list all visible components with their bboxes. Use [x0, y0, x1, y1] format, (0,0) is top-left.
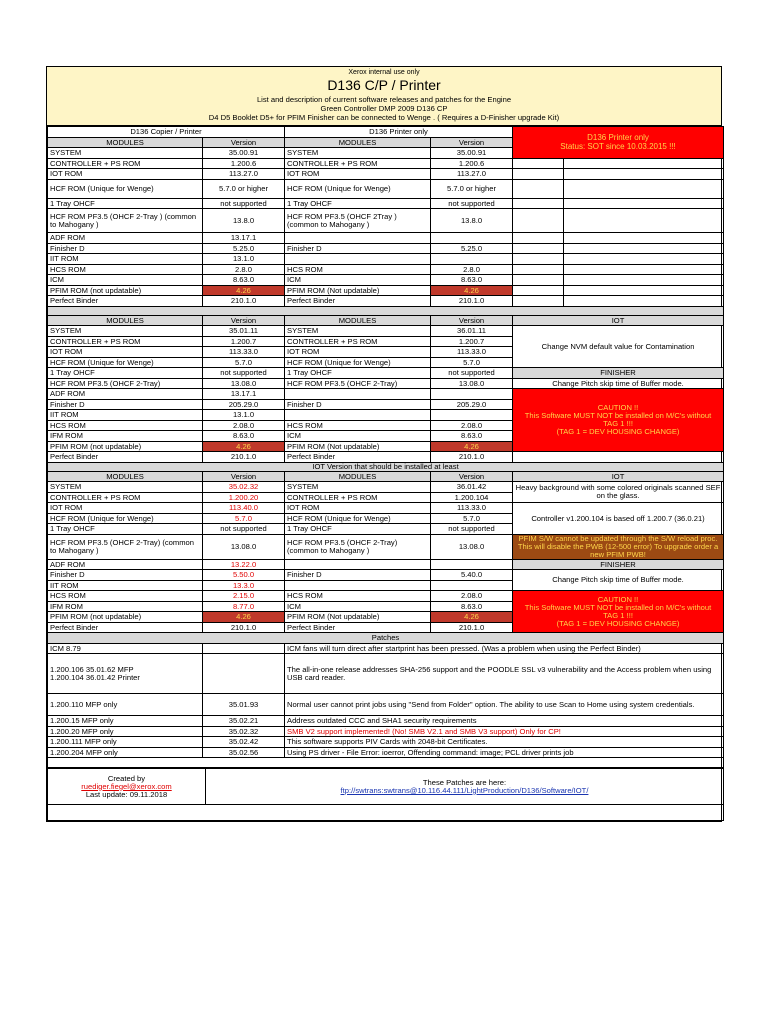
table-row — [48, 264, 724, 275]
empty-cell — [564, 209, 724, 233]
patch-description: This software supports PIV Cards with 2048-bit Certificates. — [285, 737, 724, 748]
last-update-label: Last update: 09.11.2018 — [85, 789, 168, 799]
module-name: 1 Tray OHCF — [285, 198, 431, 209]
module-version: 35.01.11 — [203, 326, 285, 337]
col-modules-header: MODULES — [48, 315, 203, 326]
empty-cell — [564, 233, 724, 244]
empty-cell — [513, 296, 564, 307]
module-name: HCF ROM PF3.5 (OHCF 2-Tray ) (common to Mahogany ) — [48, 209, 203, 233]
module-version: 5.25.0 — [431, 243, 513, 254]
module-name: SYSTEM — [285, 326, 431, 337]
empty-cell — [564, 285, 724, 296]
module-version: 2.15.0 — [203, 591, 285, 602]
footer-blank-row — [48, 805, 724, 821]
module-version: 13.3.0 — [203, 580, 285, 591]
module-version: 5.7.0 or higher — [431, 179, 513, 198]
module-version: 113.40.0 — [203, 503, 285, 514]
module-name: HCS ROM — [285, 420, 431, 431]
module-name: HCF ROM PF3.5 (OHCF 2-Tray) — [285, 378, 431, 389]
module-name: Finisher D — [48, 399, 203, 410]
module-version: 2.8.0 — [203, 264, 285, 275]
module-name: IFM ROM — [48, 431, 203, 442]
controller-note: Controller v1.200.104 is based off 1.200.7 (36.0.21) — [513, 503, 724, 535]
table-row — [48, 243, 724, 254]
module-name: IOT ROM — [285, 503, 431, 514]
empty-cell — [564, 254, 724, 265]
col-version-header: Version — [431, 315, 513, 326]
ftp-link[interactable]: ftp://swtrans:swtrans@10.116.44.111/LightProduction/D136/Software/IOT/ — [340, 785, 589, 795]
header-line-1: List and description of current software releases and patches for the Engine — [256, 95, 512, 105]
module-version: 8.63.0 — [203, 431, 285, 442]
module-name: PFIM ROM (Not updatable) — [285, 441, 431, 452]
module-version: 8.63.0 — [431, 275, 513, 286]
iot-note: Change NVM default value for Contamination — [513, 326, 724, 368]
pfim-warning: PFIM S/W cannot be updated through the S/W reload proc. This will disable the PWB (12-500 error) To upgrade order a new PFIM PWB! — [513, 534, 724, 559]
module-name: 1 Tray OHCF — [48, 198, 203, 209]
patch-location-cell — [206, 769, 724, 805]
module-name: CONTROLLER + PS ROM — [48, 336, 203, 347]
module-version: 5.7.0 — [431, 513, 513, 524]
module-name: 1 Tray OHCF — [48, 368, 203, 379]
module-version: 35.02.32 — [203, 482, 285, 493]
module-name: PFIM ROM (Not updatable) — [285, 612, 431, 623]
module-name: CONTROLLER + PS ROM — [48, 492, 203, 503]
module-name: PFIM ROM (not updatable) — [48, 441, 203, 452]
module-version: 210.1.0 — [431, 622, 513, 633]
module-name — [285, 559, 431, 570]
patch-system-version: 35.02.21 — [203, 716, 285, 727]
module-name: Finisher D — [48, 243, 203, 254]
patch-version: 1.200.106 35.01.62 MFP 1.200.104 36.01.42 Printer — [48, 654, 203, 694]
header-line-2: Green Controller DMP 2009 D136 CP — [320, 104, 448, 114]
module-version: 4.26 — [203, 285, 285, 296]
col-version-header: Version — [431, 471, 513, 482]
empty-cell — [513, 158, 564, 169]
module-name — [285, 580, 431, 591]
module-name: HCF ROM PF3.5 (OHCF 2-Tray) (common to Mahogany ) — [48, 534, 203, 559]
module-name: HCF ROM (Unique for Wenge) — [285, 357, 431, 368]
module-version: 113.27.0 — [203, 169, 285, 180]
module-version: 35.00.91 — [431, 148, 513, 159]
module-version: not supported — [203, 524, 285, 535]
module-version: not supported — [431, 524, 513, 535]
module-version: 13.17.1 — [203, 389, 285, 400]
module-name: ADF ROM — [48, 559, 203, 570]
col-modules-header: MODULES — [48, 137, 203, 148]
module-version: 36.01.11 — [431, 326, 513, 337]
caution-note: CAUTION !! This Software MUST NOT be installed on M/C's without TAG 1 !!! (TAG 1 = DEV HOUSING CHANGE) — [513, 591, 724, 633]
page-title: D136 C/P / Printer — [327, 77, 441, 94]
module-name: Perfect Binder — [285, 296, 431, 307]
module-name: Finisher D — [48, 570, 203, 581]
col-version-header: Version — [203, 137, 285, 148]
table-row — [48, 758, 724, 768]
module-version: 8.63.0 — [203, 275, 285, 286]
table-row — [48, 315, 724, 326]
module-name: HCF ROM (Unique for Wenge) — [48, 179, 203, 198]
module-name: HCF ROM (Unique for Wenge) — [285, 179, 431, 198]
module-version: 5.7.0 or higher — [203, 179, 285, 198]
empty-cell — [564, 275, 724, 286]
module-name: Finisher D — [285, 570, 431, 581]
copier-printer-title: D136 Copier / Printer — [48, 127, 285, 138]
module-name: 1 Tray OHCF — [285, 368, 431, 379]
module-name: HCS ROM — [285, 264, 431, 275]
patches-here-label: These Patches are here: — [422, 777, 507, 787]
module-version: 13.22.0 — [203, 559, 285, 570]
empty-cell — [513, 169, 564, 180]
blank-row — [48, 758, 724, 768]
author-cell — [48, 769, 206, 805]
module-name: ICM — [48, 275, 203, 286]
footer-table — [47, 768, 724, 821]
module-name: HCF ROM PF3.5 (OHCF 2-Tray) — [48, 378, 203, 389]
module-name: Perfect Binder — [48, 296, 203, 307]
patch-version: 1.200.20 MFP only — [48, 726, 203, 737]
module-name: Perfect Binder — [285, 622, 431, 633]
module-version: 4.26 — [431, 441, 513, 452]
empty-cell — [513, 285, 564, 296]
caution-note: CAUTION !! This Software MUST NOT be installed on M/C's without TAG 1 !!! (TAG 1 = DEV HOUSING CHANGE) — [513, 389, 724, 452]
module-name: CONTROLLER + PS ROM — [285, 158, 431, 169]
module-version: 210.1.0 — [431, 296, 513, 307]
sheet-header — [47, 67, 721, 126]
module-version: not supported — [203, 198, 285, 209]
module-name: IOT ROM — [48, 503, 203, 514]
internal-use-label: Xerox internal use only — [348, 69, 420, 76]
iot-label: IOT — [513, 471, 724, 482]
empty-cell — [513, 452, 724, 463]
finisher-label: FINISHER — [513, 368, 724, 379]
empty-cell — [564, 198, 724, 209]
patch-description: ICM fans will turn direct after startprint has been pressed. (Was a problem when using the Perfect Binder) — [285, 643, 724, 654]
table-row — [48, 127, 724, 138]
patch-system-version: 35.02.56 — [203, 747, 285, 758]
module-version: 5.7.0 — [203, 357, 285, 368]
module-name: Finisher D — [285, 399, 431, 410]
module-version: 13.1.0 — [203, 410, 285, 421]
table-row — [48, 275, 724, 286]
patch-version: 1.200.15 MFP only — [48, 716, 203, 727]
table-row — [48, 233, 724, 244]
module-version: 210.1.0 — [203, 296, 285, 307]
module-name: IOT ROM — [285, 347, 431, 358]
module-version: 36.01.42 — [431, 482, 513, 493]
module-version: 210.1.0 — [203, 452, 285, 463]
table-row — [48, 570, 724, 581]
col-version-header: Version — [203, 315, 285, 326]
module-version: not supported — [431, 198, 513, 209]
table-row — [48, 726, 724, 737]
col-version-header: Version — [431, 137, 513, 148]
table-row — [48, 306, 724, 315]
col-modules-header: MODULES — [285, 137, 431, 148]
patch-system-version: 35.01.93 — [203, 694, 285, 716]
module-name: SYSTEM — [48, 482, 203, 493]
empty-cell — [564, 296, 724, 307]
module-version: 2.8.0 — [431, 264, 513, 275]
table-row — [48, 633, 724, 644]
module-name: 1 Tray OHCF — [285, 524, 431, 535]
module-name: CONTROLLER + PS ROM — [285, 336, 431, 347]
module-name — [285, 389, 431, 400]
module-version: 210.1.0 — [431, 452, 513, 463]
module-version: 4.26 — [431, 285, 513, 296]
table-row — [48, 643, 724, 654]
table-row — [48, 378, 724, 389]
module-name: 1 Tray OHCF — [48, 524, 203, 535]
empty-cell — [513, 275, 564, 286]
section-separator — [48, 306, 724, 315]
module-name: Finisher D — [285, 243, 431, 254]
module-name: SYSTEM — [285, 148, 431, 159]
author-email-link[interactable]: ruediger.fiegel@xerox.com — [81, 781, 172, 791]
module-version: 5.25.0 — [203, 243, 285, 254]
module-version: 1.200.7 — [431, 336, 513, 347]
created-by-label: Created by — [107, 773, 146, 783]
module-name: IIT ROM — [48, 410, 203, 421]
module-version: 13.08.0 — [431, 534, 513, 559]
empty-cell — [513, 179, 564, 198]
printer-only-status-note: D136 Printer only Status: SOT since 10.03.2015 !!! — [513, 127, 724, 159]
empty-cell — [564, 179, 724, 198]
module-name: PFIM ROM (not updatable) — [48, 612, 203, 623]
table-row — [48, 482, 724, 493]
module-version: 13.8.0 — [203, 209, 285, 233]
module-version: 1.200.6 — [431, 158, 513, 169]
module-version: 5.50.0 — [203, 570, 285, 581]
module-name: HCF ROM (Unique for Wenge) — [48, 513, 203, 524]
table-row — [48, 169, 724, 180]
iot-version-banner: IOT Version that should be installed at least — [48, 462, 724, 471]
module-name: ICM — [285, 601, 431, 612]
printer-only-title: D136 Printer only — [285, 127, 513, 138]
patch-description: The all-in-one release addresses SHA-256 support and the POODLE SSL v3 vulnerability and the Access problem when using USB card reader. — [285, 654, 724, 694]
module-version: 4.26 — [203, 441, 285, 452]
module-version — [431, 580, 513, 591]
module-name: IFM ROM — [48, 601, 203, 612]
module-version: 13.08.0 — [203, 534, 285, 559]
module-version: 205.29.0 — [203, 399, 285, 410]
module-version: 13.08.0 — [203, 378, 285, 389]
module-version — [431, 233, 513, 244]
patch-description: Using PS driver - File Error: ioerror, Offending command: image; PCL driver prints job — [285, 747, 724, 758]
table-row — [48, 737, 724, 748]
patch-version: 1.200.110 MFP only — [48, 694, 203, 716]
module-name: IIT ROM — [48, 254, 203, 265]
module-version — [431, 559, 513, 570]
table-row — [48, 296, 724, 307]
module-name: IOT ROM — [48, 169, 203, 180]
patch-system-version: 35.02.42 — [203, 737, 285, 748]
empty-cell — [513, 198, 564, 209]
patch-version: 1.200.111 MFP only — [48, 737, 203, 748]
col-modules-header: MODULES — [285, 315, 431, 326]
module-name: HCF ROM (Unique for Wenge) — [285, 513, 431, 524]
release-table — [47, 126, 724, 768]
module-name: HCF ROM PF3.5 (OHCF 2Tray ) (common to Mahogany ) — [285, 209, 431, 233]
module-version: 1.200.6 — [203, 158, 285, 169]
patch-description: SMB V2 support implemented! (No! SMB V2.1 and SMB V3 support) Only for CP! — [285, 726, 724, 737]
module-version: 13.17.1 — [203, 233, 285, 244]
empty-cell — [564, 158, 724, 169]
module-version: 2.08.0 — [431, 591, 513, 602]
table-row — [48, 716, 724, 727]
module-name: SYSTEM — [48, 326, 203, 337]
module-name: PFIM ROM (Not updatable) — [285, 285, 431, 296]
patch-description: Address outdated CCC and SHA1 security requirements — [285, 716, 724, 727]
finisher-note: Change Pitch skip time of Buffer mode. — [513, 570, 724, 591]
table-row — [48, 591, 724, 602]
finisher-label: FINISHER — [513, 559, 724, 570]
module-name: Perfect Binder — [48, 452, 203, 463]
module-version: 35.00.91 — [203, 148, 285, 159]
module-version: 5.7.0 — [431, 357, 513, 368]
module-version: 2.08.0 — [431, 420, 513, 431]
module-name: ADF ROM — [48, 233, 203, 244]
module-name — [285, 254, 431, 265]
patches-title: Patches — [48, 633, 724, 644]
module-version: 8.77.0 — [203, 601, 285, 612]
module-version: 13.1.0 — [203, 254, 285, 265]
table-row — [48, 389, 724, 400]
module-version: 8.63.0 — [431, 431, 513, 442]
module-name — [285, 410, 431, 421]
table-row — [48, 471, 724, 482]
table-row — [48, 254, 724, 265]
module-version: not supported — [203, 368, 285, 379]
module-name: CONTROLLER + PS ROM — [48, 158, 203, 169]
module-name: PFIM ROM (not updatable) — [48, 285, 203, 296]
module-name: IOT ROM — [285, 169, 431, 180]
module-version: 4.26 — [431, 612, 513, 623]
module-name: HCF ROM (Unique for Wenge) — [48, 357, 203, 368]
empty-cell — [513, 243, 564, 254]
module-name: ICM — [285, 431, 431, 442]
patch-system-version — [203, 643, 285, 654]
module-name: Perfect Binder — [285, 452, 431, 463]
table-row — [48, 462, 724, 471]
module-name: IIT ROM — [48, 580, 203, 591]
table-row — [48, 179, 724, 198]
table-row — [48, 559, 724, 570]
table-row — [48, 368, 724, 379]
table-row — [48, 694, 724, 716]
patch-description: Normal user cannot print jobs using "Send from Folder" option. The ability to use Scan to Home using system credentials. — [285, 694, 724, 716]
empty-cell — [513, 264, 564, 275]
module-version: 4.26 — [203, 612, 285, 623]
module-version: 1.200.104 — [431, 492, 513, 503]
release-sheet — [46, 66, 722, 822]
table-row — [48, 326, 724, 337]
module-version: 13.8.0 — [431, 209, 513, 233]
module-name: Perfect Binder — [48, 622, 203, 633]
module-version: 1.200.7 — [203, 336, 285, 347]
finisher-note: Change Pitch skip time of Buffer mode. — [513, 378, 724, 389]
empty-cell — [564, 243, 724, 254]
table-row — [48, 503, 724, 514]
table-row — [48, 158, 724, 169]
module-version: 205.29.0 — [431, 399, 513, 410]
module-version: 8.63.0 — [431, 601, 513, 612]
module-name: CONTROLLER + PS ROM — [285, 492, 431, 503]
col-modules-header: MODULES — [48, 471, 203, 482]
module-version — [431, 410, 513, 421]
module-name: HCS ROM — [48, 420, 203, 431]
patch-system-version — [203, 654, 285, 694]
module-version: 1.200.20 — [203, 492, 285, 503]
module-version: 210.1.0 — [203, 622, 285, 633]
module-version: 113.33.0 — [203, 347, 285, 358]
empty-cell — [513, 209, 564, 233]
table-row — [48, 198, 724, 209]
table-row — [48, 452, 724, 463]
module-version — [431, 254, 513, 265]
patch-system-version: 35.02.32 — [203, 726, 285, 737]
module-name: HCS ROM — [48, 264, 203, 275]
iot-note: Heavy background with some colored originals scanned SEF on the glass. — [513, 482, 724, 503]
table-row — [48, 285, 724, 296]
empty-cell — [564, 169, 724, 180]
table-row — [48, 654, 724, 694]
module-version: 5.7.0 — [203, 513, 285, 524]
table-row — [48, 534, 724, 559]
header-line-3: D4 D5 Booklet D5+ for PFIM Finisher can be connected to Wenge . ( Requires a D-Finisher upgrade Kit) — [208, 113, 560, 123]
table-row — [48, 209, 724, 233]
module-name: SYSTEM — [48, 148, 203, 159]
empty-cell — [513, 233, 564, 244]
iot-label: IOT — [513, 315, 724, 326]
empty-cell — [513, 254, 564, 265]
module-version: 2.08.0 — [203, 420, 285, 431]
col-modules-header: MODULES — [285, 471, 431, 482]
module-name: HCS ROM — [48, 591, 203, 602]
module-name: SYSTEM — [285, 482, 431, 493]
module-version: not supported — [431, 368, 513, 379]
module-version: 5.40.0 — [431, 570, 513, 581]
module-name: HCS ROM — [285, 591, 431, 602]
patch-version: 1.200.204 MFP only — [48, 747, 203, 758]
module-version: 13.08.0 — [431, 378, 513, 389]
module-name: IOT ROM — [48, 347, 203, 358]
module-name: ADF ROM — [48, 389, 203, 400]
module-name — [285, 233, 431, 244]
table-row — [48, 747, 724, 758]
module-version: 113.33.0 — [431, 503, 513, 514]
module-name: HCF ROM PF3.5 (OHCF 2-Tray) (common to Mahogany ) — [285, 534, 431, 559]
module-version: 113.33.0 — [431, 347, 513, 358]
col-version-header: Version — [203, 471, 285, 482]
module-name: ICM — [285, 275, 431, 286]
module-version — [431, 389, 513, 400]
empty-cell — [564, 264, 724, 275]
patch-version: ICM 8.79 — [48, 643, 203, 654]
module-version: 113.27.0 — [431, 169, 513, 180]
